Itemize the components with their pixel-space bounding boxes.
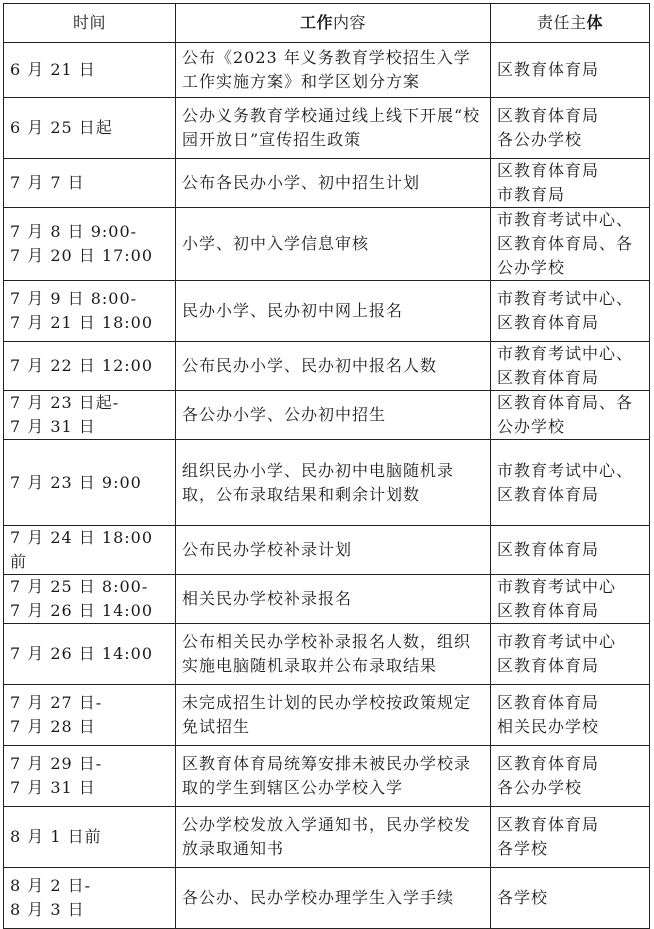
time-cell: 6 月 25 日起	[4, 98, 176, 159]
work-cell: 小学、初中入学信息审核	[176, 208, 491, 281]
table-row	[4, 526, 650, 575]
resp-cell: 区教育体育局 各公办学校	[491, 746, 650, 807]
work-cell: 未完成招生计划的民办学校按政策规定免试招生	[176, 685, 491, 746]
time-cell: 7 月 29 日- 7 月 31 日	[4, 746, 176, 807]
table-row	[4, 624, 650, 685]
work-cell: 公布民办学校补录计划	[176, 526, 491, 575]
table-row	[4, 575, 650, 624]
time-cell: 8 月 1 日前	[4, 807, 176, 868]
table-row	[4, 685, 650, 746]
header-responsible: 责任主体	[491, 4, 650, 43]
table-body	[4, 43, 650, 929]
time-cell: 7 月 27 日- 7 月 28 日	[4, 685, 176, 746]
work-cell: 公办义务教育学校通过线上线下开展“校园开放日”宣传招生政策	[176, 98, 491, 159]
work-cell: 公布相关民办学校补录报名人数，组织实施电脑随机录取并公布录取结果	[176, 624, 491, 685]
table-header-row	[4, 4, 650, 43]
table-row	[4, 281, 650, 342]
time-cell: 6 月 21 日	[4, 43, 176, 98]
time-cell: 7 月 7 日	[4, 159, 176, 208]
resp-cell: 市教育考试中心 区教育体育局	[491, 575, 650, 624]
table-row	[4, 807, 650, 868]
table-row	[4, 391, 650, 440]
enrollment-schedule-table	[3, 3, 650, 929]
resp-cell: 市教育考试中心、区教育体育局、各公办学校	[491, 208, 650, 281]
work-cell: 相关民办学校补录报名	[176, 575, 491, 624]
table-row	[4, 440, 650, 526]
table-row	[4, 159, 650, 208]
header-work-content: 工作内容	[176, 4, 491, 43]
work-cell: 区教育体育局统筹安排未被民办学校录取的学生到辖区公办学校入学	[176, 746, 491, 807]
header-time: 时间	[4, 4, 176, 43]
work-cell: 各公办小学、公办初中招生	[176, 391, 491, 440]
work-cell: 公布民办小学、民办初中报名人数	[176, 342, 491, 391]
resp-cell: 市教育考试中心、区教育体育局	[491, 440, 650, 526]
work-cell: 各公办、民办学校办理学生入学手续	[176, 868, 491, 929]
time-cell: 7 月 24 日 18:00 前	[4, 526, 176, 575]
resp-cell: 区教育体育局 各学校	[491, 807, 650, 868]
resp-cell: 区教育体育局、各公办学校	[491, 391, 650, 440]
work-cell: 公办学校发放入学通知书，民办学校发放录取通知书	[176, 807, 491, 868]
work-cell: 民办小学、民办初中网上报名	[176, 281, 491, 342]
time-cell: 7 月 22 日 12:00	[4, 342, 176, 391]
time-cell: 7 月 23 日 9:00	[4, 440, 176, 526]
resp-cell: 区教育体育局	[491, 526, 650, 575]
time-cell: 8 月 2 日- 8 月 3 日	[4, 868, 176, 929]
work-cell: 公布《2023 年义务教育学校招生入学工作实施方案》和学区划分方案	[176, 43, 491, 98]
resp-cell: 区教育体育局 相关民办学校	[491, 685, 650, 746]
resp-cell: 区教育体育局	[491, 43, 650, 98]
work-cell: 组织民办小学、民办初中电脑随机录取，公布录取结果和剩余计划数	[176, 440, 491, 526]
work-cell: 公布各民办小学、初中招生计划	[176, 159, 491, 208]
table-row	[4, 208, 650, 281]
resp-cell: 市教育考试中心 区教育体育局	[491, 624, 650, 685]
time-cell: 7 月 23 日起- 7 月 31 日	[4, 391, 176, 440]
time-cell: 7 月 25 日 8:00- 7 月 26 日 14:00	[4, 575, 176, 624]
table-row	[4, 746, 650, 807]
resp-cell: 区教育体育局 各公办学校	[491, 98, 650, 159]
resp-cell: 市教育考试中心、区教育体育局	[491, 281, 650, 342]
table-row	[4, 868, 650, 929]
time-cell: 7 月 9 日 8:00- 7 月 21 日 18:00	[4, 281, 176, 342]
resp-cell: 各学校	[491, 868, 650, 929]
table-row	[4, 342, 650, 391]
time-cell: 7 月 26 日 14:00	[4, 624, 176, 685]
table-row	[4, 43, 650, 98]
table-row	[4, 98, 650, 159]
resp-cell: 区教育体育局 市教育局	[491, 159, 650, 208]
resp-cell: 市教育考试中心、区教育体育局	[491, 342, 650, 391]
time-cell: 7 月 8 日 9:00- 7 月 20 日 17:00	[4, 208, 176, 281]
